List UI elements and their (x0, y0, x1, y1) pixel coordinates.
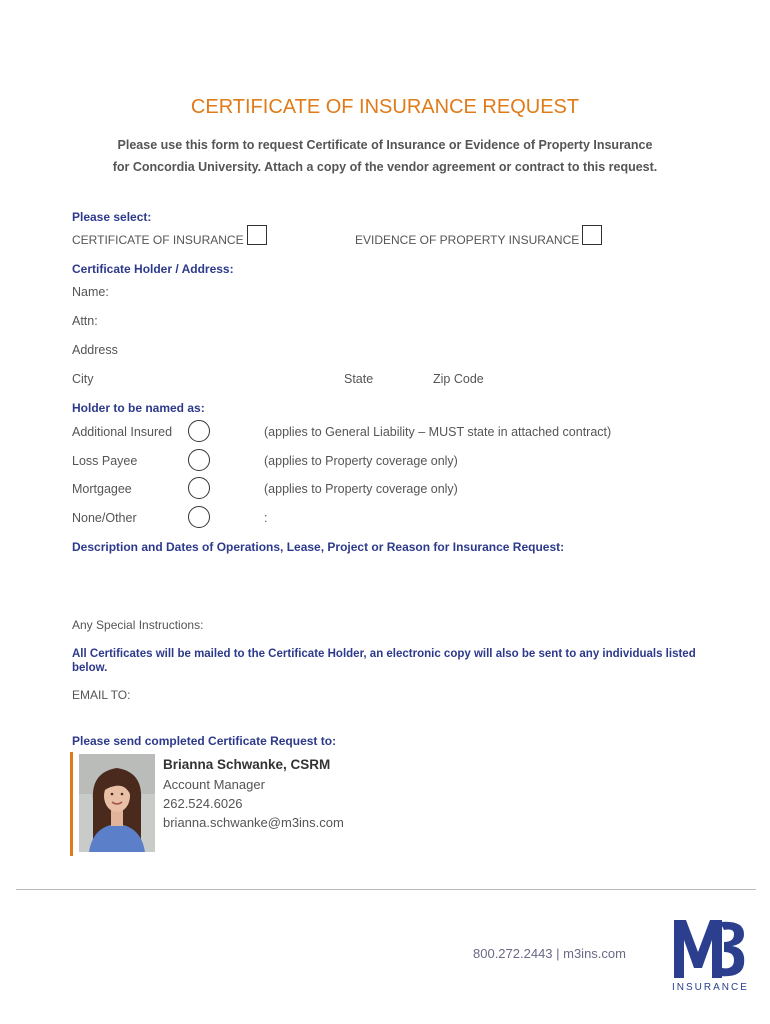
accent-bar (70, 752, 73, 856)
logo-subtitle: INSURANCE (672, 982, 749, 993)
certificate-checkbox[interactable] (247, 225, 267, 245)
send-to-heading: Please send completed Certificate Request to: (72, 734, 337, 748)
loss-payee-radio[interactable] (188, 449, 210, 471)
name-field-label: Name: (72, 285, 109, 299)
please-select-heading: Please select: (72, 210, 152, 224)
footer-divider (16, 889, 756, 890)
state-field-label: State (344, 372, 374, 386)
footer-contact: 800.272.2443 | m3ins.com (473, 946, 626, 961)
intro-line-1: Please use this form to request Certificate of Insurance or Evidence of Property Insurance (117, 138, 653, 152)
m3-insurance-logo (672, 918, 749, 996)
city-field-label: City (72, 372, 94, 386)
contact-role: Account Manager (163, 777, 265, 792)
loss-payee-note: (applies to Property coverage only) (264, 454, 458, 468)
holder-named-heading: Holder to be named as: (72, 401, 205, 415)
contact-name: Brianna Schwanke, CSRM (163, 757, 331, 772)
additional-insured-note: (applies to General Liability – MUST state in attached contract) (264, 425, 612, 439)
contact-phone: 262.524.6026 (163, 796, 243, 811)
loss-payee-label: Loss Payee (72, 454, 138, 468)
none-other-label: None/Other (72, 511, 137, 525)
attn-field-label: Attn: (72, 314, 98, 328)
zip-field-label: Zip Code (433, 372, 484, 386)
none-other-radio[interactable] (188, 506, 210, 528)
contact-photo (79, 754, 155, 852)
additional-insured-label: Additional Insured (72, 425, 173, 439)
certificate-option-label: CERTIFICATE OF INSURANCE (72, 233, 244, 247)
evidence-option-label: EVIDENCE OF PROPERTY INSURANCE (355, 233, 580, 247)
contact-email: brianna.schwanke@m3ins.com (163, 815, 344, 830)
description-heading: Description and Dates of Operations, Lease, Project or Reason for Insurance Request: (72, 540, 565, 554)
mortgagee-note: (applies to Property coverage only) (264, 482, 458, 496)
special-instructions-label: Any Special Instructions: (72, 618, 204, 632)
page-title: CERTIFICATE OF INSURANCE REQUEST (190, 96, 580, 118)
intro-line-2: for Concordia University. Attach a copy of the vendor agreement or contract to this request. (112, 160, 658, 174)
certificate-holder-heading: Certificate Holder / Address: (72, 262, 234, 276)
mortgagee-label: Mortgagee (72, 482, 132, 496)
evidence-checkbox[interactable] (582, 225, 602, 245)
additional-insured-radio[interactable] (188, 420, 210, 442)
address-field-label: Address (72, 343, 118, 357)
mailing-notice: All Certificates will be mailed to the Certificate Holder, an electronic copy will also be sent to any individuals listed below. (72, 648, 696, 674)
none-other-note: : (264, 511, 268, 525)
email-to-label: EMAIL TO: (72, 688, 131, 702)
mortgagee-radio[interactable] (188, 477, 210, 499)
